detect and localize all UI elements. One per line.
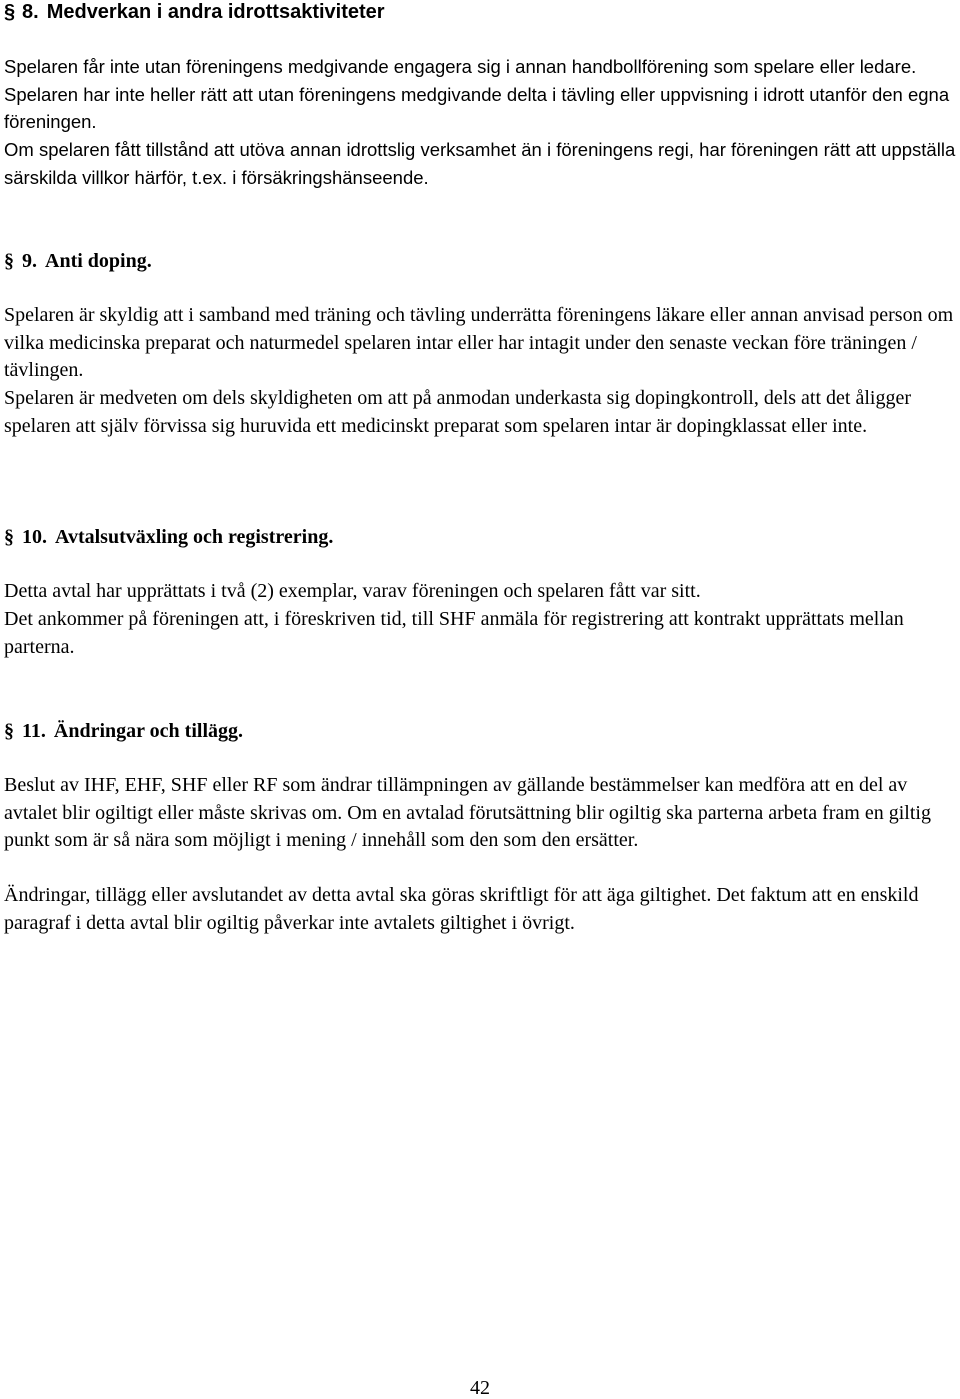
section-8-heading bbox=[4, 0, 385, 24]
section-symbol: § bbox=[4, 720, 14, 742]
section-9-paragraph-1: Spelaren är skyldig att i samband med träning och tävling underrätta föreningens läkare eller annan anvisad person om vilka medicinska preparat och naturmedel spelaren intar eller har intagit under den senaste veckan före träningen / tävlingen. bbox=[4, 304, 954, 381]
section-number: 9. bbox=[22, 250, 37, 272]
section-11-paragraph-1: Beslut av IHF, EHF, SHF eller RF som ändrar tillämpningen av gällande bestämmelser kan medföra att en del av avtalet blir ogiltigt eller måste skrivas om. Om en avtalad förutsättning blir ogiltig ska parterna arbeta fram en giltig punkt som är så nära som möjligt i mening / innehåll som den som den ersätter. bbox=[4, 774, 931, 851]
section-symbol: § bbox=[4, 1, 16, 23]
section-title: Medverkan i andra idrottsaktiviteter bbox=[46, 1, 385, 23]
section-9-paragraph-2: Spelaren är medveten om dels skyldigheten om att på anmodan underkasta sig dopingkontroll, dels att det åligger spelaren att själv förvissa sig huruvida ett medicinskt preparat som spelaren intar är dopingklassat eller inte. bbox=[4, 387, 911, 437]
section-10-paragraph-2: Det ankommer på föreningen att, i föreskriven tid, till SHF anmäla för registrering att kontrakt upprättats mellan parterna. bbox=[4, 608, 904, 658]
section-8-paragraph-1: Spelaren får inte utan föreningens medgivande engagera sig i annan handbollförening som spelare eller ledare. Spelaren har inte heller rätt att utan föreningens medgivande delta i tävling eller uppvisning i idrott utanför den egna föreningen. bbox=[4, 56, 950, 132]
section-title: Ändringar och tillägg. bbox=[53, 720, 243, 742]
page-number: 42 bbox=[470, 1377, 490, 1399]
section-9-heading bbox=[4, 249, 152, 273]
section-11-heading bbox=[4, 719, 243, 743]
section-11-paragraph-2: Ändringar, tillägg eller avslutandet av detta avtal ska göras skriftligt för att äga giltighet. Det faktum att en enskild paragraf i detta avtal blir ogiltig påverkar inte avtalets giltighet i övrigt. bbox=[4, 884, 919, 934]
section-8-paragraph-2: Om spelaren fått tillstånd att utöva annan idrottslig verksamhet än i föreningens regi, har föreningen rätt att uppställa särskilda villkor härför, t.ex. i försäkringshänseende. bbox=[4, 139, 956, 188]
section-title: Anti doping. bbox=[45, 250, 152, 272]
section-number: 10. bbox=[22, 526, 47, 548]
section-symbol: § bbox=[4, 526, 14, 548]
section-10-heading bbox=[4, 525, 333, 549]
section-symbol: § bbox=[4, 250, 14, 272]
section-number: 11. bbox=[22, 720, 46, 742]
section-10-paragraph-1: Detta avtal har upprättats i två (2) exemplar, varav föreningen och spelaren fått var sitt. bbox=[4, 580, 701, 602]
section-number: 8. bbox=[22, 1, 39, 23]
section-title: Avtalsutväxling och registrering. bbox=[55, 526, 334, 548]
